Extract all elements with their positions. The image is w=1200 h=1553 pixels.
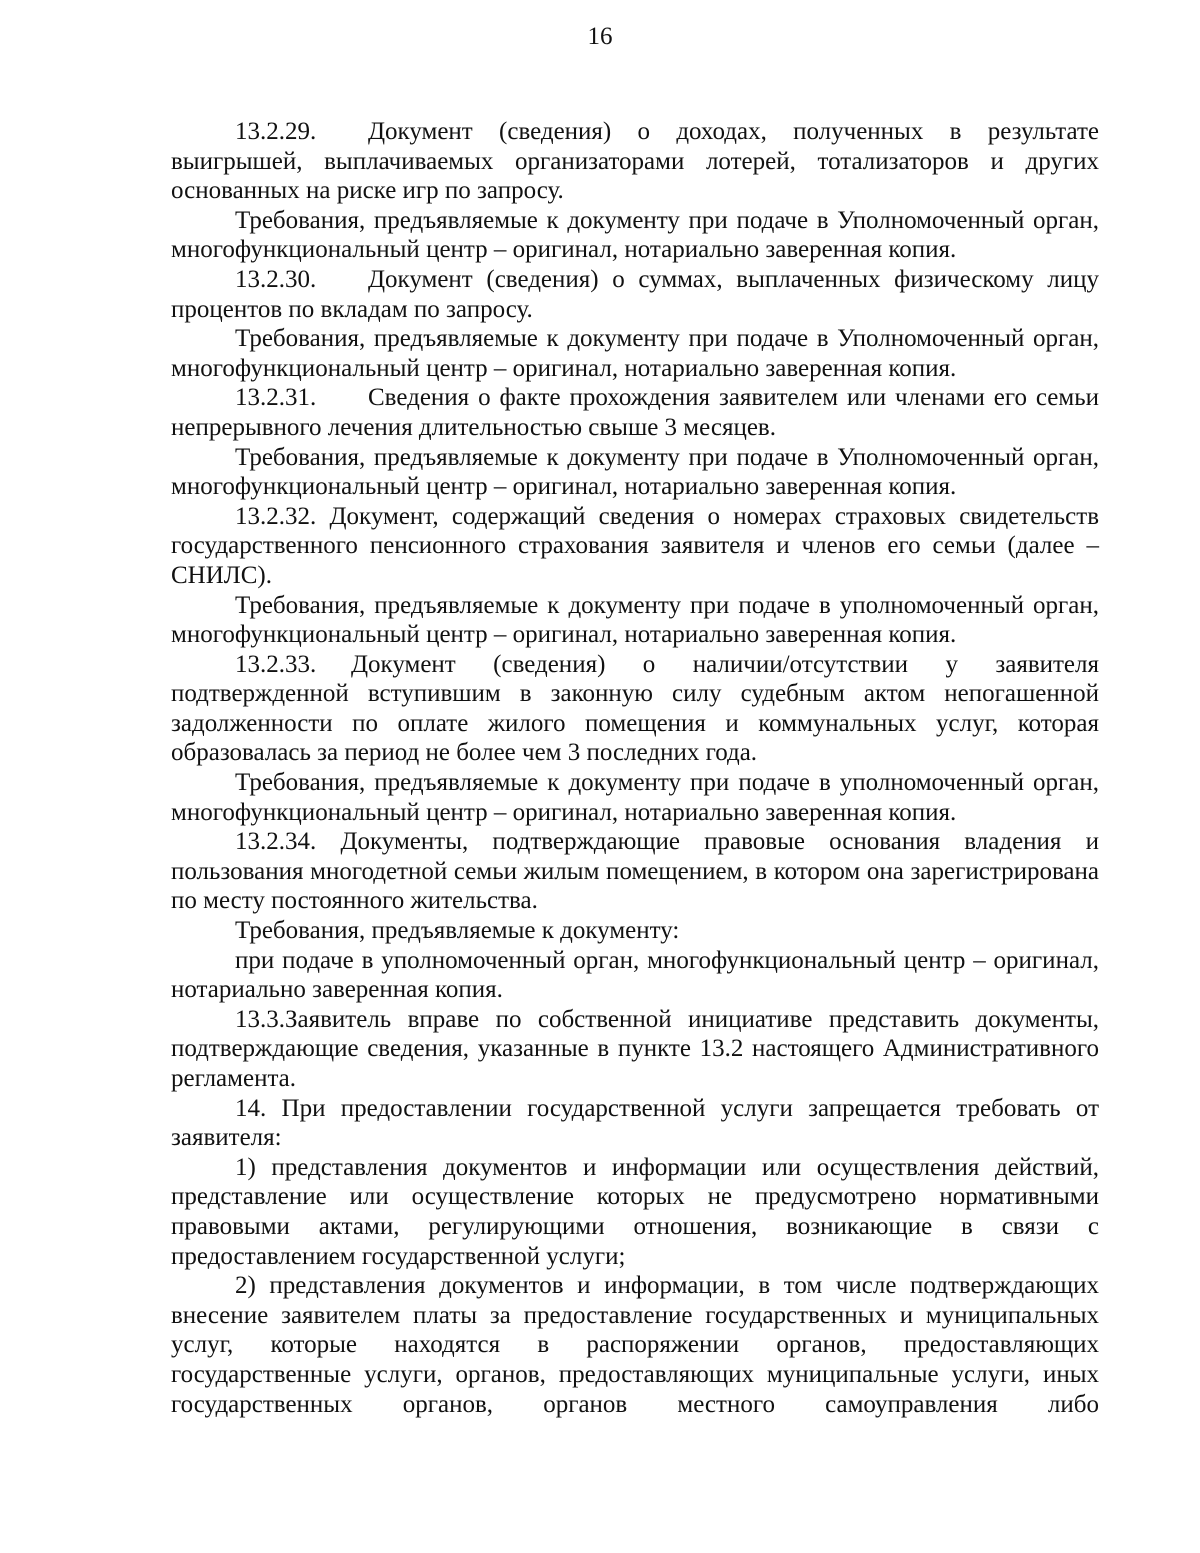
paragraph-14: [171, 1094, 1099, 1153]
paragraph-14-1: [171, 1153, 1099, 1271]
paragraph-text: Требования, предъявляемые к документу при подаче в Уполномоченный орган, многофункциональный центр – оригинал, нотариально заверенная копия.: [171, 325, 1099, 382]
paragraph-text: при подаче в уполномоченный орган, многофункциональный центр – оригинал, нотариально заверенная копия.: [171, 946, 1099, 1004]
paragraph-text: Документ (сведения) о суммах, выплаченных физическому лицу процентов по вкладам по запросу.: [171, 265, 1099, 323]
paragraph-14-2: [171, 1271, 1099, 1419]
paragraph-text: Требования, предъявляемые к документу при подаче в уполномоченный орган, многофункциональный центр – оригинал, нотариально заверенная копия.: [171, 769, 1099, 826]
paragraph-13-2-33: [171, 650, 1099, 768]
paragraph-requirements: [171, 324, 1099, 383]
clause-number: 13.2.31.: [235, 384, 317, 412]
paragraph-requirements: [171, 206, 1099, 265]
clause-number: 13.2.34.: [235, 828, 317, 856]
paragraph-text: 2) представления документов и информации, в том числе подтверждающих внесение заявителем платы за предоставление государственных и муниципальных услуг, которые находятся в распоряжении органов, предоставляющих государственные услуги, органов, предоставляющих муниципальные услуги, иных государственных органов, органов местного самоуправления либо: [171, 1272, 1099, 1418]
paragraph-text: Требования, предъявляемые к документу при подаче в Уполномоченный орган, многофункциональный центр – оригинал, нотариально заверенная копия.: [171, 443, 1099, 501]
paragraph-text: 1) представления документов и информации или осуществления действий, представление или осуществление которых не предусмотрено нормативными правовыми актами, регулирующими отношения, возникающие в связи с предоставлением государственной услуги;: [171, 1153, 1099, 1270]
paragraph-13-2-32: [171, 502, 1099, 591]
paragraph-text: Требования, предъявляемые к документу:: [235, 917, 680, 945]
clause-number: 13.2.32.: [235, 502, 317, 530]
document-body: [171, 117, 1099, 1419]
clause-number: 13.2.30.: [235, 265, 317, 293]
paragraph-13-2-30: [171, 265, 1099, 324]
page-number: 16: [587, 23, 613, 50]
paragraph-13-2-31: [171, 383, 1099, 442]
paragraph-text: Документ (сведения) о наличии/отсутствии у заявителя подтвержденной вступившим в законную силу судебным актом непогашенной задолженности по оплате жилого помещения и коммунальных услуг, которая образовалась за период не более чем 3 последних года.: [171, 650, 1099, 767]
paragraph-requirements: [171, 443, 1099, 502]
paragraph-requirements-detail: [171, 946, 1099, 1005]
paragraph-13-2-34: [171, 827, 1099, 916]
paragraph-text: Документ, содержащий сведения о номерах страховых свидетельств государственного пенсионного страхования заявителя и членов его семьи (далее – СНИЛС).: [171, 502, 1100, 589]
paragraph-13-3: [171, 1005, 1099, 1094]
clause-number: 13.2.29.: [235, 118, 317, 145]
paragraph-text: Требования, предъявляемые к документу при подаче в уполномоченный орган, многофункциональный центр – оригинал, нотариально заверенная копия.: [171, 591, 1099, 649]
paragraph-text: 14. При предоставлении государственной услуги запрещается требовать от заявителя:: [171, 1094, 1099, 1152]
paragraph-text: Требования, предъявляемые к документу при подаче в Уполномоченный орган, многофункциональный центр – оригинал, нотариально заверенная копия.: [171, 206, 1099, 264]
paragraph-requirements: [171, 768, 1099, 827]
paragraph-text: Сведения о факте прохождения заявителем или членами его семьи непрерывного лечения длительностью свыше 3 месяцев.: [171, 384, 1099, 441]
clause-number: 13.2.33.: [235, 650, 317, 678]
paragraph-text: Документы, подтверждающие правовые основания владения и пользования многодетной семьи жилым помещением, в котором она зарегистрирована по месту постоянного жительства.: [171, 828, 1100, 915]
paragraph-13-2-29: [171, 117, 1099, 206]
paragraph-requirements: [171, 591, 1099, 650]
paragraph-text: Документ (сведения) о доходах, полученных в результате выигрышей, выплачиваемых организаторами лотерей, тотализаторов и других основанных на риске игр по запросу.: [171, 118, 1099, 205]
paragraph-text: 13.3.Заявитель вправе по собственной инициативе представить документы, подтверждающие сведения, указанные в пункте 13.2 настоящего Административного регламента.: [171, 1005, 1099, 1092]
paragraph-requirements-heading: [171, 916, 1099, 946]
